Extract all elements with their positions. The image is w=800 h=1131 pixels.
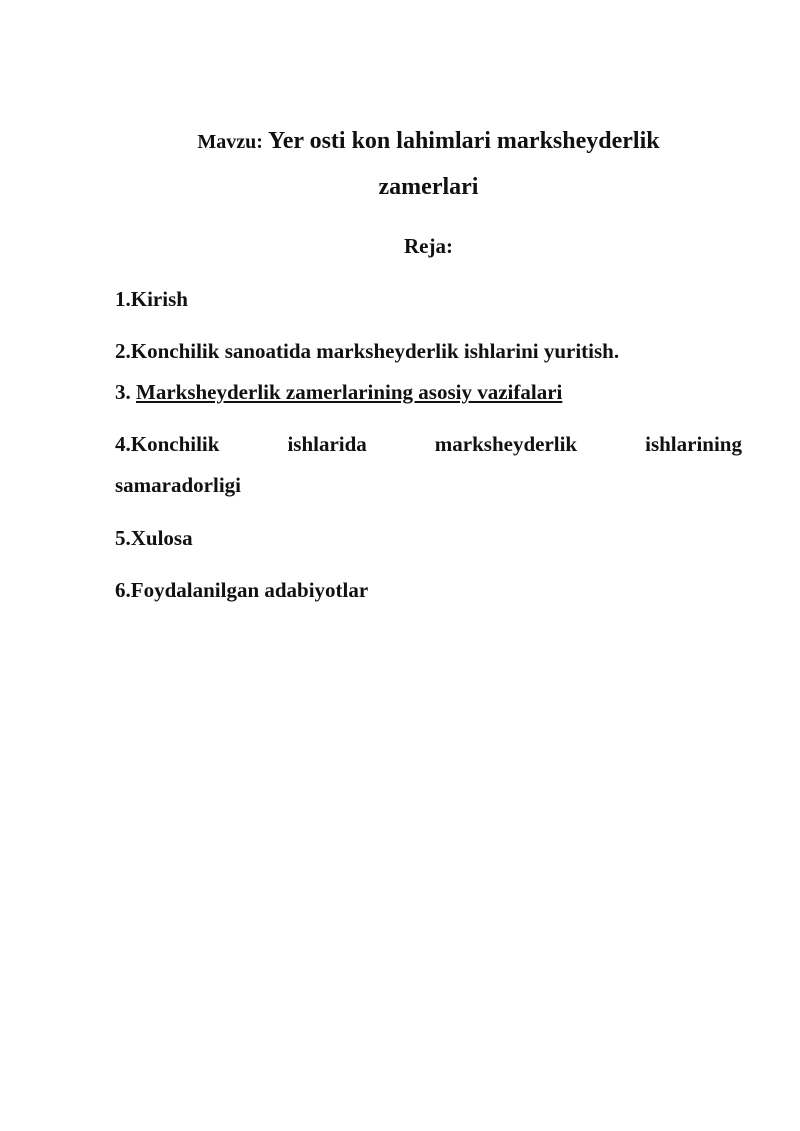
plan-item-1: 1.Kirish <box>115 287 188 311</box>
plan-item-6: 6.Foydalanilgan adabiyotlar <box>115 578 369 602</box>
plan-item-3-number: 3. <box>115 380 131 404</box>
plan-item-4-word: ishlarining <box>645 432 742 456</box>
plan-item-4-word: 4.Konchilik <box>115 432 220 456</box>
topic-title-line-2: zamerlari <box>378 174 479 200</box>
topic-text: Yer osti kon lahimlari marksheyderlik <box>268 128 660 154</box>
plan-item-5: 5.Xulosa <box>115 526 193 550</box>
plan-item-4-line-1 <box>115 432 742 457</box>
plan-item-4-word: ishlarida <box>287 432 367 456</box>
plan-item-3-text: Marksheyderlik zamerlarining asosiy vazifalari <box>136 380 563 404</box>
plan-item-4-line-2: samaradorligi <box>115 473 241 497</box>
plan-item-3 <box>115 380 742 405</box>
plan-item-4-word: marksheyderlik <box>434 432 578 456</box>
plan-heading: Reja: <box>404 234 453 258</box>
topic-title-line-1 <box>115 128 742 155</box>
plan-item-2: 2.Konchilik sanoatida marksheyderlik ishlarini yuritish. <box>115 339 620 363</box>
topic-label: Mavzu: <box>197 131 263 153</box>
